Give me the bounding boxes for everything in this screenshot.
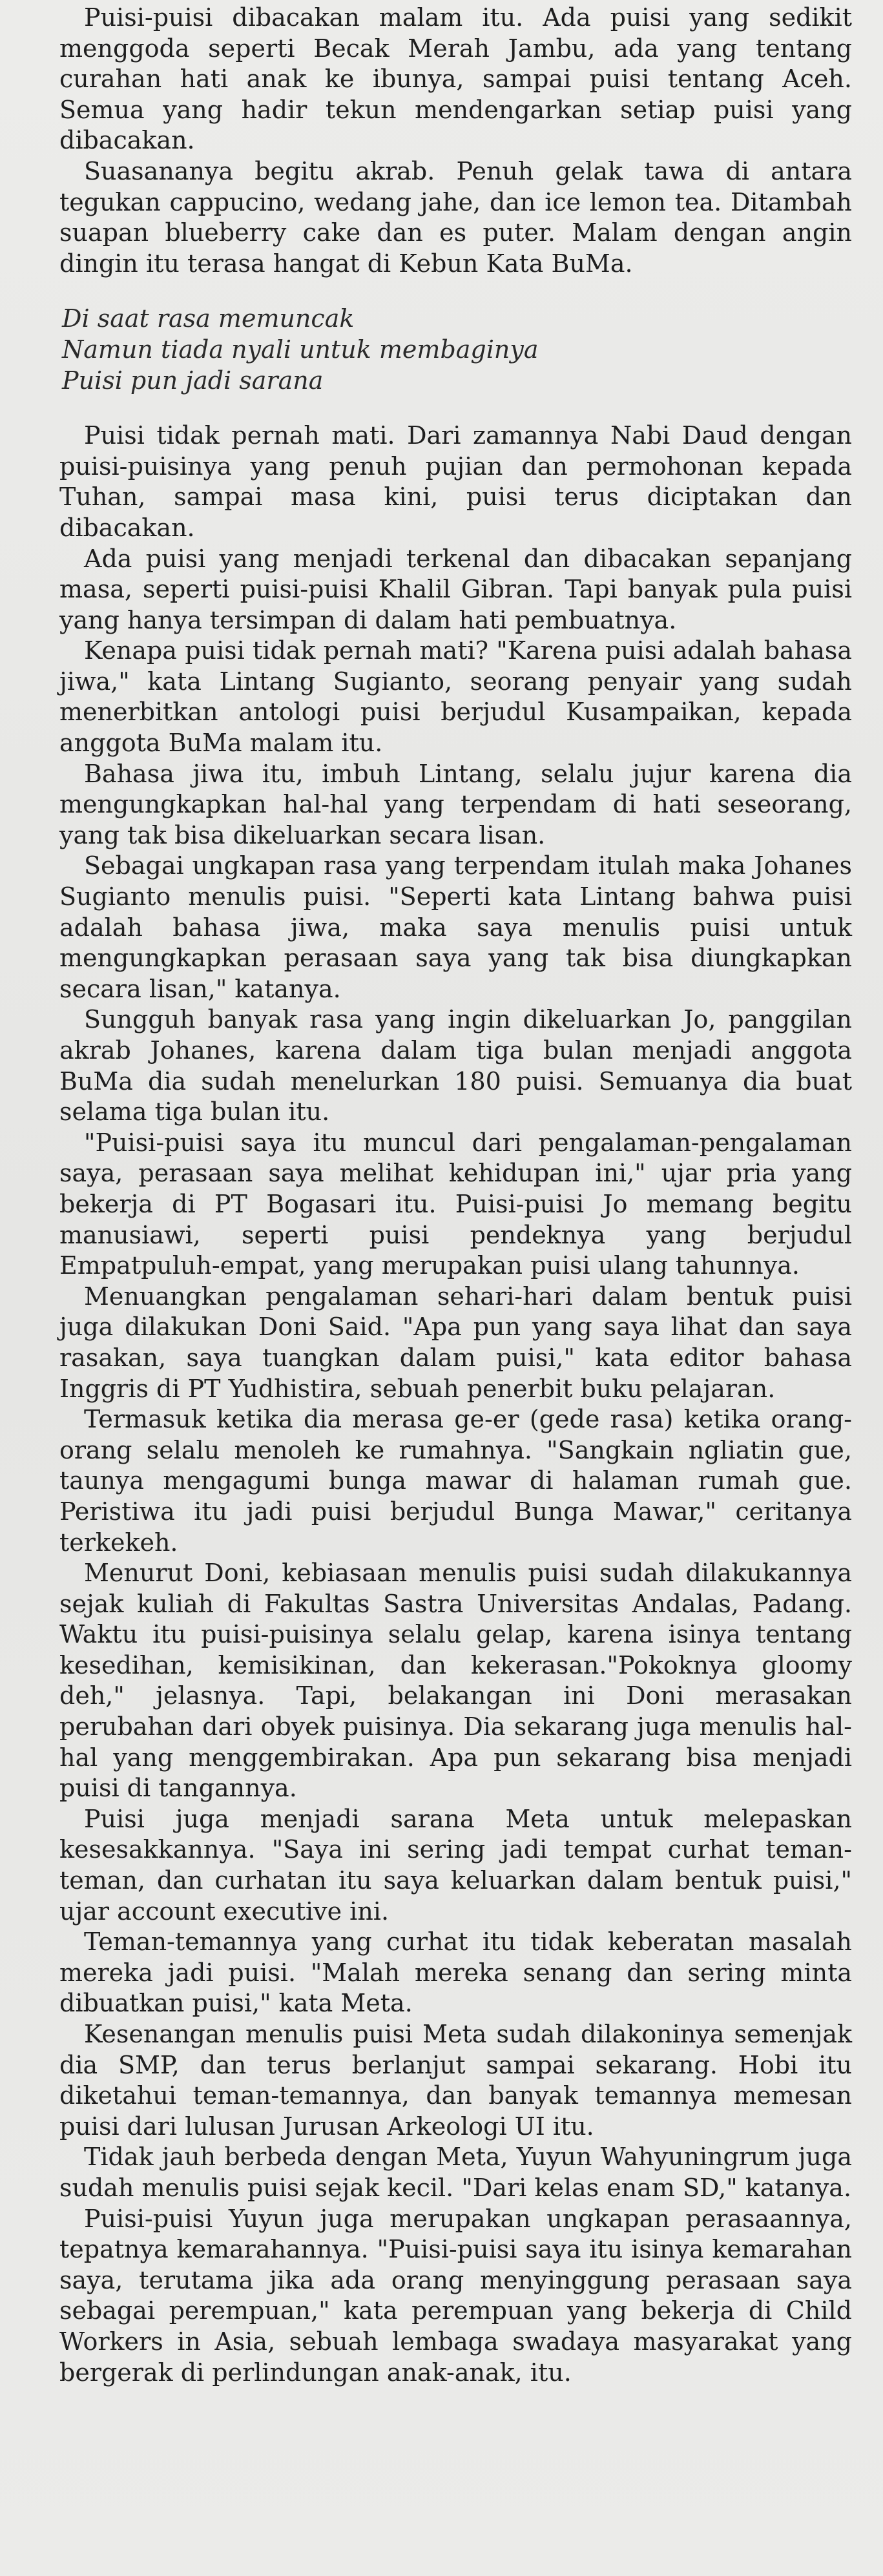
paragraph: "Puisi-puisi saya itu muncul dari pengalaman-pengalaman saya, perasaan saya melihat kehidupan ini," ujar pria yang bekerja di PT Bogasari itu. Puisi-puisi Jo memang begitu manusiawi, seperti puisi pendeknya yang berjudul Empatpuluh-empat, yang merupakan puisi ulang tahunnya. <box>59 1128 852 1280</box>
paragraph: Kesenangan menulis puisi Meta sudah dilakoninya semenjak dia SMP, dan terus berlanjut sampai sekarang. Hobi itu diketahui teman-temannya, dan banyak temannya memesan puisi dari lulusan Jurusan Arkeologi UI itu. <box>59 2020 852 2141</box>
paragraph: Kenapa puisi tidak pernah mati? "Karena puisi adalah bahasa jiwa," kata Lintang Sugianto, seorang penyair yang sudah menerbitkan antologi puisi berjudul Kusampaikan, kepada anggota BuMa malam itu. <box>59 636 852 758</box>
paragraph: Puisi juga menjadi sarana Meta untuk melepaskan kesesakkannya. "Saya ini sering jadi tempat curhat teman-teman, dan curhatan itu saya keluarkan dalam bentuk puisi," ujar account executive ini. <box>59 1804 852 1926</box>
poem-line: Di saat rasa memuncak <box>62 304 355 333</box>
paragraph: Puisi-puisi Yuyun juga merupakan ungkapan perasaannya, tepatnya kemarahannya. "Puisi-puisi saya itu isinya kemarahan saya, terutama jika ada orang menyinggung perasaan saya sebagai perempuan," kata perempuan yang bekerja di Child Workers in Asia, sebuah lembaga swadaya masyarakat yang bergerak di perlindungan anak-anak, itu. <box>59 2204 852 2387</box>
poem-excerpt <box>59 304 852 396</box>
paragraph: Tidak jauh berbeda dengan Meta, Yuyun Wahyuningrum juga sudah menulis puisi sejak kecil. "Dari kelas enam SD," katanya. <box>59 2143 852 2202</box>
paragraph: Puisi tidak pernah mati. Dari zamannya Nabi Daud dengan puisi-puisinya yang penuh pujian dan permohonan kepada Tuhan, sampai masa kini, puisi terus diciptakan dan dibacakan. <box>59 421 852 542</box>
poem-line: Puisi pun jadi sarana <box>62 366 324 395</box>
paragraph: Sungguh banyak rasa yang ingin dikeluarkan Jo, panggilan akrab Johanes, karena dalam tiga bulan menjadi anggota BuMa dia sudah menelurkan 180 puisi. Semuanya dia buat selama tiga bulan itu. <box>59 1005 852 1127</box>
paragraph: Bahasa jiwa itu, imbuh Lintang, selalu jujur karena dia mengungkapkan hal-hal yang terpendam di hati seseorang, yang tak bisa dikeluarkan secara lisan. <box>59 759 852 849</box>
paragraph: Ada puisi yang menjadi terkenal dan dibacakan sepanjang masa, seperti puisi-puisi Khalil Gibran. Tapi banyak pula puisi yang hanya tersimpan di dalam hati pembuatnya. <box>59 544 852 634</box>
paragraph: Termasuk ketika dia merasa ge-er (gede rasa) ketika orang-orang selalu menoleh ke rumahnya. "Sangkain ngliatin gue, taunya mengagumi bunga mawar di halaman rumah gue. Peristiwa itu jadi puisi berjudul Bunga Mawar," ceritanya terkekeh. <box>59 1405 852 1557</box>
poem-line: Namun tiada nyali untuk membaginya <box>62 335 539 364</box>
paragraph: Menurut Doni, kebiasaan menulis puisi sudah dilakukannya sejak kuliah di Fakultas Sastra Universitas Andalas, Padang. Waktu itu puisi-puisinya selalu gelap, karena isinya tentang kesedihan, kemisikinan, dan kekerasan."Pokoknya gloomy deh," jelasnya. Tapi, belakangan ini Doni merasakan perubahan dari obyek puisinya. Dia sekarang juga menulis hal-hal yang menggembirakan. Apa pun sekarang bisa menjadi puisi di tangannya. <box>59 1559 852 1803</box>
paragraph: Puisi-puisi dibacakan malam itu. Ada puisi yang sedikit menggoda seperti Becak Merah Jambu, ada yang tentang curahan hati anak ke ibunya, sampai puisi tentang Aceh. Semua yang hadir tekun mendengarkan setiap puisi yang dibacakan. <box>59 3 852 155</box>
paragraph: Teman-temannya yang curhat itu tidak keberatan masalah mereka jadi puisi. "Malah mereka senang dan sering minta dibuatkan puisi," kata Meta. <box>59 1927 852 2018</box>
paragraph: Menuangkan pengalaman sehari-hari dalam bentuk puisi juga dilakukan Doni Said. "Apa pun yang saya lihat dan saya rasakan, saya tuangkan dalam puisi," kata editor bahasa Inggris di PT Yudhistira, sebuah penerbit buku pelajaran. <box>59 1282 852 1403</box>
paragraph: Suasananya begitu akrab. Penuh gelak tawa di antara tegukan cappucino, wedang jahe, dan ice lemon tea. Ditambah suapan blueberry cake dan es puter. Malam dengan angin dingin itu terasa hangat di Kebun Kata BuMa. <box>59 156 852 278</box>
paragraph: Sebagai ungkapan rasa yang terpendam itulah maka Johanes Sugianto menulis puisi. "Seperti kata Lintang bahwa puisi adalah bahasa jiwa, maka saya menulis puisi untuk mengungkapkan perasaan saya yang tak bisa diungkapkan secara lisan," katanya. <box>59 851 852 1003</box>
